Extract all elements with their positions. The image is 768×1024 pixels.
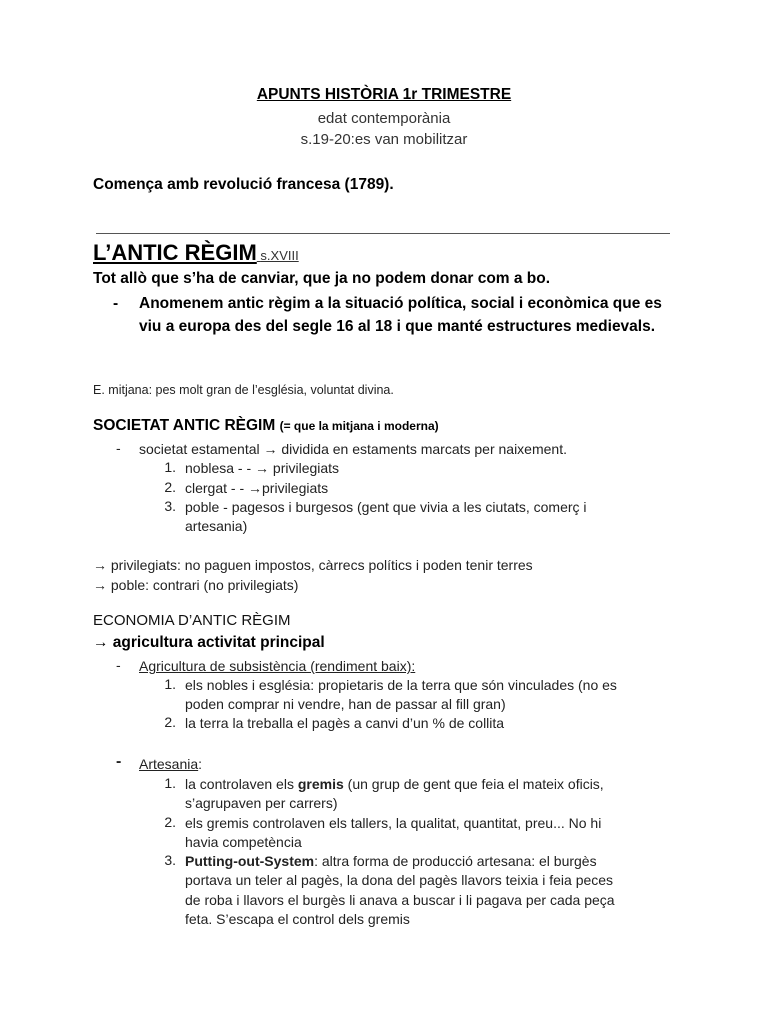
artesania-word: Artesania (139, 756, 199, 772)
list-item-continuation: havia competència (185, 834, 302, 850)
societat-title: SOCIETAT ANTIC RÈGIM (93, 417, 276, 434)
list-item (185, 852, 597, 871)
artesania-colon: : (198, 756, 203, 772)
agricultura-line: → agricultura activitat principal (93, 634, 325, 651)
societat-heading (93, 417, 439, 435)
list-item: els nobles i església: propietaris de la terra que són vinculades (no es (185, 677, 617, 693)
list-item-continuation: poden comprar ni vendre, han de passar al fill gran) (185, 696, 506, 712)
list-item-continuation: feta. S’escapa el control dels gremis (185, 911, 410, 927)
privilegiats-line: → privilegiats: no paguen impostos, càrrecs polítics i poden tenir terres (93, 557, 533, 573)
antic-regim-heading (93, 240, 299, 266)
document-title: APUNTS HISTÒRIA 1r TRIMESTRE (256, 86, 512, 103)
list-number: 2. (164, 814, 176, 830)
list-item-continuation: artesania) (185, 518, 248, 534)
societat-note: (= que la mitjana i moderna) (279, 419, 439, 433)
list-number: 3. (164, 852, 176, 868)
subsistencia-label: Agricultura de subsistència (rendiment baix): (139, 658, 416, 674)
item-text-post: : altra forma de producció artesana: el burgès (314, 853, 597, 869)
artesania-label (139, 755, 202, 774)
list-item (185, 775, 604, 794)
definition-text: Anomenem antic règim a la situació política, social i econòmica que es viu a europa des del segle 16 al 18 i que manté estructures medievals. (139, 295, 662, 335)
list-item: clergat - - →privilegiats (185, 480, 329, 496)
list-item-continuation: portava un teler al pagès, la dona del pagès llavors teixia i feia peces (185, 872, 614, 888)
list-number: 1. (164, 775, 176, 791)
document-subtitle-2: s.19-20:es van mobilitzar (300, 131, 468, 148)
list-number: 1. (164, 459, 176, 475)
list-item: els gremis controlaven els tallers, la qualitat, quantitat, preu... No hi (185, 815, 602, 831)
edat-mitjana-note: E. mitjana: pes molt gran de l’església, voluntat divina. (93, 383, 394, 397)
list-item-continuation: s’agrupaven per carrers) (185, 795, 338, 811)
list-item-continuation: de roba i llavors el burgès li anava a buscar i li pagava per cada peça (185, 892, 615, 908)
list-number: 2. (164, 714, 176, 730)
item-text-post: (un grup de gent que feia el mateix oficis, (343, 776, 604, 792)
antic-regim-century (257, 248, 299, 263)
item-text-bold: gremis (297, 776, 344, 792)
antic-regim-bold-line: Tot allò que s’ha de canviar, que ja no podem donar com a bo. (93, 270, 551, 287)
list-dash: - (116, 440, 121, 456)
list-number: 1. (164, 676, 176, 692)
list-dash: - (113, 295, 119, 312)
list-number: 2. (164, 479, 176, 495)
list-item: la terra la treballa el pagès a canvi d’un % de collita (185, 715, 505, 731)
antic-regim-definition (113, 292, 683, 338)
document-subtitle-1: edat contemporània (317, 110, 451, 127)
list-number: 3. (164, 498, 176, 514)
societat-bullet: societat estamental → dividida en estaments marcats per naixement. (139, 441, 567, 457)
item-text-pre: la controlaven els (185, 776, 298, 792)
list-item: noblesa - - → privilegiats (185, 460, 340, 476)
list-dash: - (116, 753, 122, 770)
economia-heading: ECONOMIA D’ANTIC RÈGIM (93, 612, 291, 629)
century-text: s.XVIII (260, 248, 299, 263)
antic-regim-title: L’ANTIC RÈGIM (93, 240, 257, 265)
list-dash: - (116, 657, 121, 673)
intro-line: Comença amb revolució francesa (1789). (93, 176, 394, 193)
item-text-bold: Putting-out-System (185, 853, 315, 869)
list-item: poble - pagesos i burgesos (gent que vivia a les ciutats, comerç i (185, 499, 587, 515)
poble-line: → poble: contrari (no privilegiats) (93, 577, 299, 593)
horizontal-rule (96, 233, 670, 234)
